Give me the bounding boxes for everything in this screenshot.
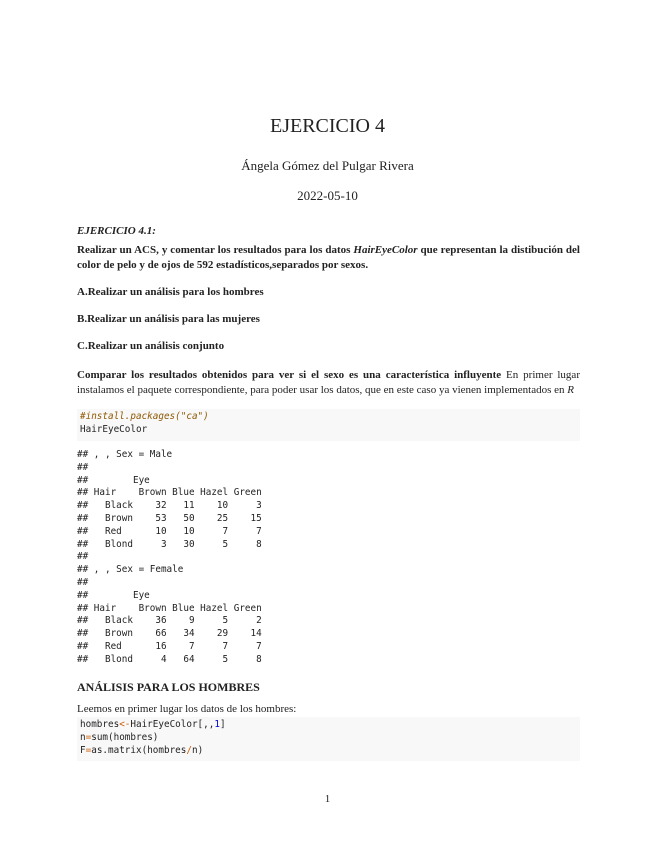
code-token: F: [80, 744, 86, 756]
output-line: ##: [77, 576, 89, 588]
page-number: 1: [324, 793, 331, 805]
output-line: ##: [77, 551, 89, 563]
code-operator: =: [85, 731, 92, 743]
output-line: ## Hair Brown Blue Hazel Green: [77, 487, 262, 499]
code-token: ]: [219, 719, 226, 730]
output-line: ## , , Sex = Female: [77, 564, 184, 576]
document-author: Ángela Gómez del Pulgar Rivera: [241, 158, 414, 173]
code-token: as.matrix(hombres: [91, 744, 187, 756]
code-token: n): [191, 744, 204, 756]
exercise-intro: [77, 243, 580, 273]
output-line: ## Red 16 7 7 7: [77, 640, 262, 652]
exercise-heading: EJERCICIO 4.1:: [77, 225, 156, 237]
intro-text-a: Realizar un ACS, y comentar los resultados para los datos: [77, 244, 354, 256]
compare-r: R: [567, 384, 574, 396]
code-operator: <-: [119, 719, 131, 730]
output-line: ## Black 32 11 10 3: [77, 500, 262, 512]
output-line: ## Black 36 9 5 2: [77, 615, 262, 627]
intro-text-b: que representan la distibución del color de pelo y de ojos de 592 estadísticos,separados por sexos.: [77, 244, 580, 271]
part-a: A.Realizar un análisis para los hombres: [77, 286, 264, 298]
section-heading: ANÁLISIS PARA LOS HOMBRES: [77, 680, 260, 694]
output-line: ## Blond 3 30 5 8: [77, 538, 262, 550]
code-number: 1: [214, 719, 220, 730]
code-operator: =: [85, 744, 92, 756]
document-title: EJERCICIO 4: [270, 115, 385, 137]
part-b: B.Realizar un análisis para las mujeres: [77, 313, 260, 325]
code-block-hombres: [77, 717, 580, 761]
code-token: HairEyeColor[,,: [130, 719, 215, 730]
compare-text: En primer lugar instalamos el paquete correspondiente, para poder usar los datos, que en este caso ya vienen implementados en: [77, 369, 580, 396]
output-line: ##: [77, 461, 89, 473]
code-token: n: [80, 731, 86, 743]
output-line: ## Brown 53 50 25 15: [77, 512, 262, 524]
intro-dataset-name: HairEyeColor: [353, 244, 418, 256]
compare-bold: Comparar los resultados obtenidos para ver si el sexo es una característica influyente: [77, 369, 502, 381]
output-line: ## Blond 4 64 5 8: [77, 653, 262, 665]
output-line: ## Brown 66 34 29 14: [77, 628, 262, 640]
output-line: ## Hair Brown Blue Hazel Green: [77, 602, 262, 614]
code-token: sum(hombres): [91, 731, 159, 743]
output-line: ## Red 10 10 7 7: [77, 525, 262, 537]
code-block-install: [77, 409, 580, 441]
code-operator: /: [186, 744, 192, 756]
code-comment: #install.packages("ca"): [80, 411, 209, 422]
output-line: ## Eye: [77, 589, 150, 601]
r-output-block: [77, 449, 580, 667]
document-date: 2022-05-10: [297, 188, 358, 203]
code-token: hombres: [80, 719, 120, 730]
output-line: ## , , Sex = Male: [77, 449, 173, 460]
output-line: ## Eye: [77, 474, 150, 486]
section-text: Leemos en primer lugar los datos de los hombres:: [77, 703, 297, 715]
code-line: HairEyeColor: [80, 423, 148, 435]
compare-paragraph: [77, 368, 580, 398]
part-c: C.Realizar un análisis conjunto: [77, 340, 225, 352]
